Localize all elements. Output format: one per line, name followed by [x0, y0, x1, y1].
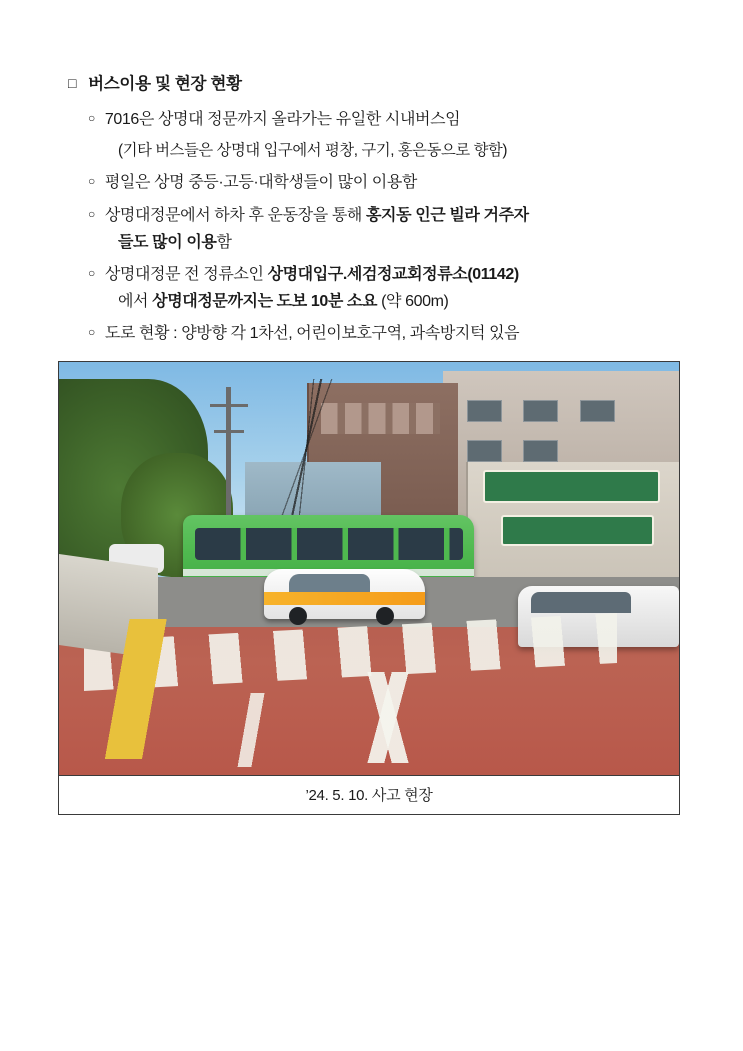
- circle-bullet-icon: ○: [88, 265, 95, 280]
- photo-taxi-wheel: [376, 607, 394, 625]
- photo-taxi-windshield: [289, 574, 370, 592]
- list-item-continuation-prefix: 에서: [118, 293, 153, 311]
- list-item: [88, 204, 685, 227]
- list-item: [88, 322, 685, 345]
- list-item-text: [105, 204, 685, 227]
- circle-bullet-icon: ○: [88, 325, 95, 340]
- photo-shop-sign: [501, 515, 654, 546]
- circle-bullet-icon: ○: [88, 111, 95, 125]
- square-bullet-icon: □: [68, 75, 77, 91]
- list-item-text-emphasis: 상명대입구.세검정교회정류소(01142): [267, 265, 519, 283]
- list-item-continuation: [118, 231, 685, 254]
- list-item-continuation: [118, 290, 685, 313]
- photo-taxi-wheel: [289, 607, 307, 625]
- photo-power-lines: [109, 379, 506, 519]
- list-item-text: 7016은 상명대 정문까지 올라가는 유일한 시내버스임: [104, 111, 461, 128]
- photo-car-windshield: [531, 592, 631, 613]
- photo-bus-windows: [195, 528, 463, 559]
- list-item-continuation-emphasis: 들도 많이 이용: [118, 233, 217, 251]
- photo-window: [523, 400, 558, 422]
- photo-window: [580, 400, 615, 422]
- photo-road-marking: [175, 693, 327, 767]
- photo-shop-sign: [483, 470, 661, 503]
- list-item-text-prefix: 상명대정문 전 정류소인: [104, 265, 268, 283]
- bullet-list: [68, 108, 685, 345]
- photo-window: [523, 440, 558, 462]
- section-heading: [68, 70, 685, 94]
- list-item-continuation-suffix: (약 600m): [377, 293, 449, 311]
- list-item-continuation-emphasis: 상명대정문까지는 도보 10분 소요: [152, 293, 378, 311]
- section-heading-text: 버스이용 및 현장 현황: [88, 75, 242, 93]
- figure: [58, 361, 680, 815]
- circle-bullet-icon: ○: [88, 174, 95, 189]
- list-item-text: [105, 263, 685, 286]
- list-item-subnote: (기타 버스들은 상명대 입구에서 평창, 구기, 홍은동으로 향함): [118, 142, 508, 160]
- list-item-text: 평일은 상명 중등·고등·대학생들이 많이 이용함: [104, 174, 417, 192]
- photo-taxi: [264, 569, 425, 619]
- list-item-text-prefix: 상명대정문에서 하차 후 운동장을 통해: [104, 206, 366, 224]
- list-item-text: 도로 현황 : 양방향 각 1차선, 어린이보호구역, 과속방지턱 있음: [104, 325, 520, 343]
- list-item: [88, 263, 685, 286]
- photo-taxi-stripe: [264, 592, 425, 605]
- figure-caption: ’24. 5. 10. 사고 현장: [59, 775, 679, 814]
- list-item: [88, 108, 685, 131]
- circle-bullet-icon: ○: [88, 206, 95, 221]
- photo-road-marking: [295, 672, 481, 763]
- list-item-continuation-suffix: 함: [216, 233, 232, 251]
- list-item-text-emphasis: 홍지동 인근 빌라 거주자: [365, 206, 529, 224]
- accident-scene-photo: [59, 362, 679, 775]
- list-item: [88, 171, 685, 194]
